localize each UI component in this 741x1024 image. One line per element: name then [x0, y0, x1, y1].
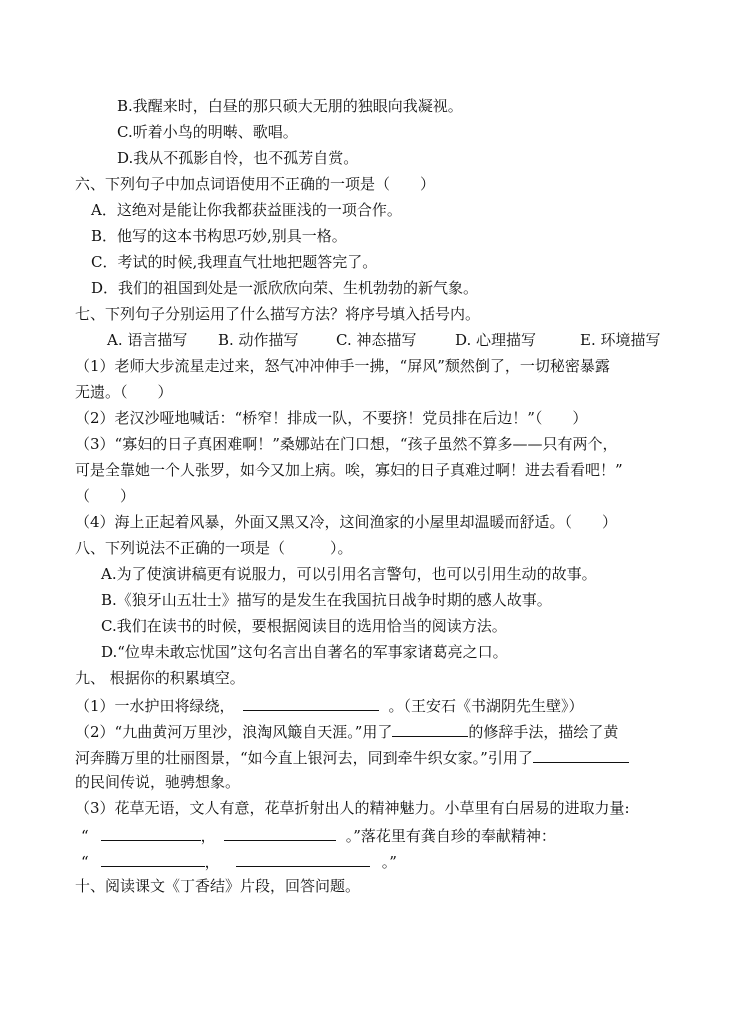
q7-s1-line2: 无遗。（ ） [75, 383, 173, 401]
q9-item3-line2 [81, 824, 556, 846]
q9-item1 [75, 694, 584, 716]
option-d: D.我从不孤影自怜，也不孤芳自赏。 [117, 149, 359, 167]
q9-item2-line2-text: 河奔腾万里的壮丽图景，“如今直上银河去，同到牵牛织女家。”引用了 [75, 749, 533, 767]
q8-title: 八、下列说法不正确的一项是（ ）。 [75, 539, 353, 557]
q6-option-d: D．我们的祖国到处是一派欣欣向荣、生机勃勃的新气象。 [91, 279, 479, 297]
q9-item2-line2 [75, 746, 629, 768]
q9-item3-blank-1[interactable] [101, 824, 201, 841]
q8-option-d: D.“位卑未敢忘忧国”这句名言出自著名的军事家诸葛亮之口。 [101, 643, 508, 661]
q9-item3-blank-2[interactable] [224, 824, 336, 841]
q9-item3-open-quote: “ [81, 827, 89, 845]
q9-item3-blank-4[interactable] [236, 850, 370, 867]
q7-s1-line1: （1）老师大步流星走过来，怒气冲冲伸手一拂，“屏风”颓然倒了，一切秘密暴露 [75, 357, 610, 375]
q9-item3-close-2: 。” [381, 853, 397, 871]
q7-title: 七、下列句子分别运用了什么描写方法？将序号填入括号内。 [75, 305, 481, 323]
q6-option-b: B．他写的这本书构思巧妙,别具一格。 [91, 227, 347, 245]
q9-item2-blank-rhetoric[interactable] [392, 720, 468, 737]
q8-option-b: B.《狼牙山五壮士》描写的是发生在我国抗日战争时期的感人故事。 [101, 591, 552, 609]
q9-item3-comma-1: ， [200, 827, 216, 845]
q9-item2-line3: 的民间传说，驰骋想象。 [75, 773, 241, 791]
q7-opt-c: C. 神态描写 [336, 331, 417, 349]
q7-opt-e: E. 环境描写 [580, 331, 661, 349]
q9-item3-blank-3[interactable] [101, 850, 205, 867]
q6-title: 六、下列句子中加点词语使用不正确的一项是（ ） [75, 175, 436, 193]
q7-s4: （4）海上正起着风暴，外面又黑又冷，这间渔家的小屋里却温暖而舒适。（ ） [75, 513, 618, 531]
q6-option-c: C．考试的时候,我理直气壮地把题答完了。 [91, 253, 378, 271]
q9-item2-prefix: （2）“九曲黄河万里沙，浪淘风簸自天涯。”用了 [75, 723, 393, 741]
q10-title: 十、阅读课文《丁香结》片段，回答问题。 [75, 877, 361, 895]
q9-title: 九、 根据你的积累填空。 [75, 669, 245, 687]
q6-option-a: A．这绝对是能让你我都获益匪浅的一项合作。 [91, 201, 402, 219]
option-c: C.听着小鸟的明啭、歌唱。 [117, 123, 298, 141]
q9-item3-line3 [81, 850, 397, 872]
q7-s3-line2: 可是全靠她一个人张罗，如今又加上病。唉，寡妇的日子真难过啊！进去看看吧！” [75, 461, 623, 479]
q7-s3-line1: （3）“寡妇的日子真困难啊！”桑娜站在门口想，“孩子虽然不算多——只有两个， [75, 435, 618, 453]
q9-item3-close-1: 。”落花里有龚自珍的奉献精神： [345, 827, 556, 845]
q9-item1-suffix: 。（王安石《书湖阴先生壁》） [388, 697, 584, 715]
option-b: B.我醒来时，白昼的那只硕大无朋的独眼向我凝视。 [117, 97, 463, 115]
q9-item3-open-quote-2: “ [81, 853, 89, 871]
q7-opt-b: B. 动作描写 [218, 331, 299, 349]
q8-option-c: C.我们在读书的时候，要根据阅读目的选用恰当的阅读方法。 [101, 617, 507, 635]
q9-item3-comma-2: ， [204, 853, 220, 871]
q9-item1-blank[interactable] [243, 694, 379, 711]
q9-item2-suffix: 的修辞手法，描绘了黄 [468, 723, 619, 741]
q9-item2-line1 [75, 720, 618, 742]
q9-item3-line1: （3）花草无语，文人有意，花草折射出人的精神魅力。小草里有白居易的进取力量: [75, 799, 630, 817]
q7-s2: （2）老汉沙哑地喊话：“桥窄！排成一队，不要挤！党员排在后边！”（ ） [75, 409, 588, 427]
q9-item2-blank-legend[interactable] [533, 746, 629, 763]
q8-option-a: A.为了使演讲稿更有说服力，可以引用名言警句，也可以引用生动的故事。 [101, 565, 597, 583]
q7-opt-a: A. 语言描写 [107, 331, 188, 349]
q7-opt-d: D. 心理描写 [455, 331, 537, 349]
q9-item1-prefix: （1）一水护田将绿绕， [75, 697, 235, 715]
q7-s3-line3: （ ） [75, 487, 136, 505]
